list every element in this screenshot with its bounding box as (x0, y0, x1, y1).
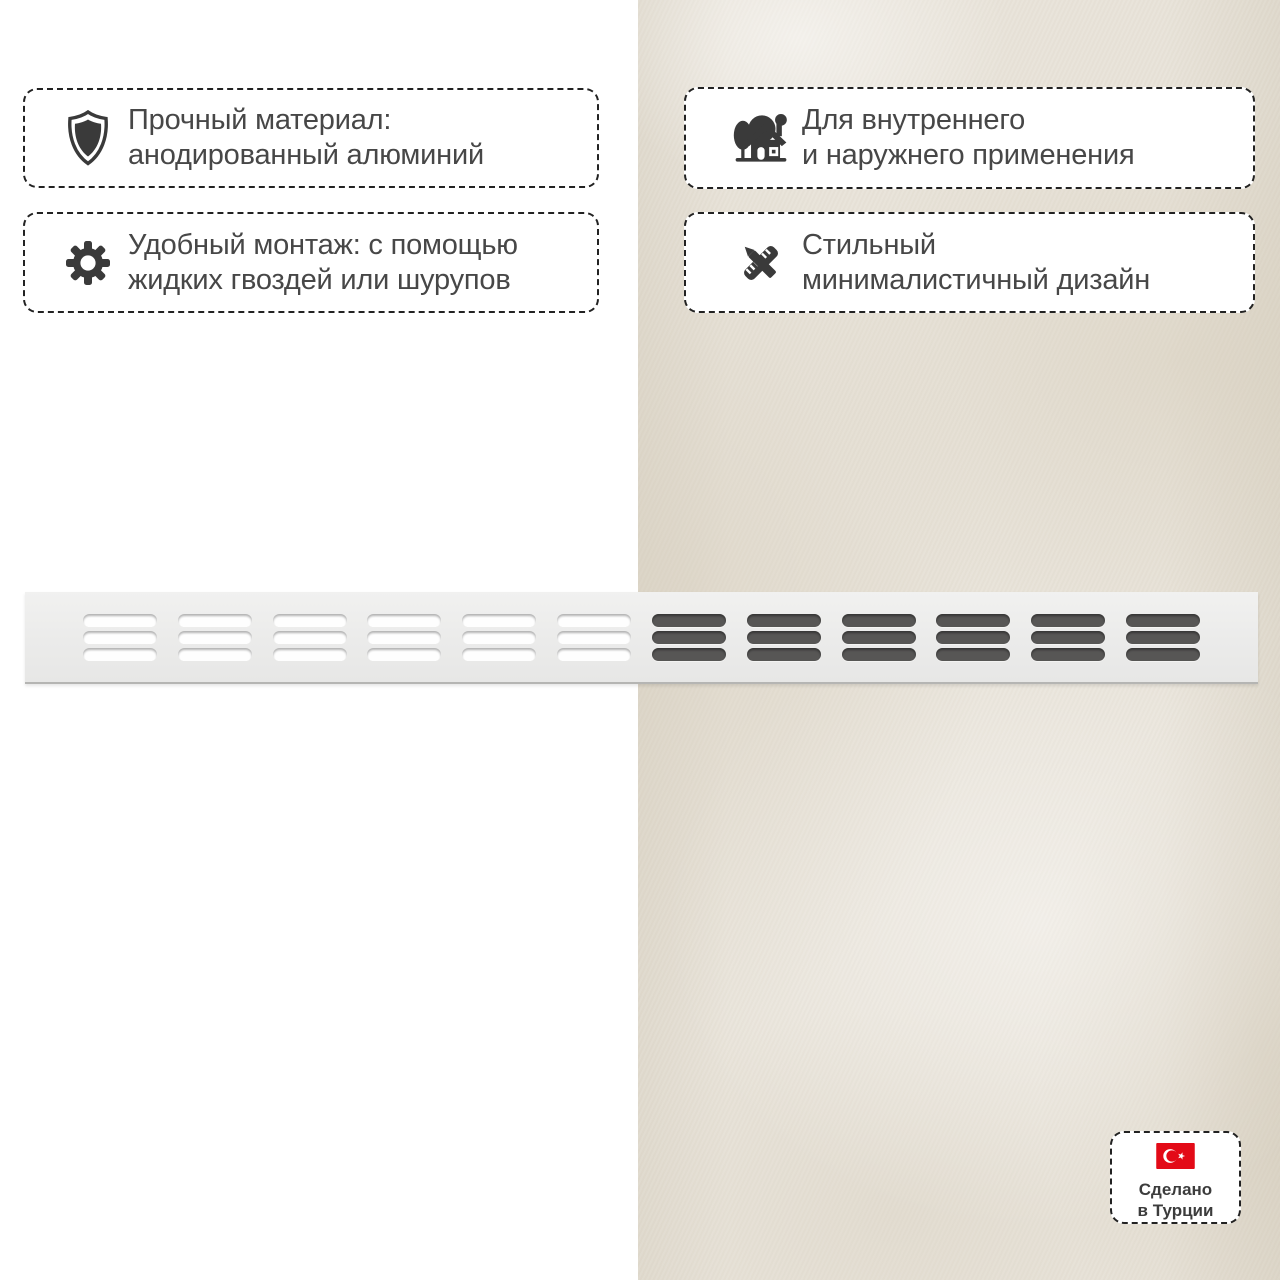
vent-slot (83, 648, 157, 661)
vent-slot (936, 648, 1010, 661)
vent-slot (462, 648, 536, 661)
vent-slot (178, 631, 252, 644)
vent-slot-group (842, 614, 916, 661)
feature-text-mounting (128, 228, 518, 298)
vent-slot (842, 648, 916, 661)
feature-box-material (23, 88, 599, 188)
feature-line: Стильный (802, 228, 936, 261)
vent-slot-group (936, 614, 1010, 661)
feature-text-usage (802, 103, 1134, 173)
vent-slot (1031, 614, 1105, 627)
feature-line: анодированный алюминий (128, 139, 484, 171)
vent-slot (652, 631, 726, 644)
vent-slot (367, 648, 441, 661)
vent-slot-group (747, 614, 821, 661)
vent-slot (273, 614, 347, 627)
house-outdoor-icon (732, 109, 790, 167)
feature-text-design (802, 228, 1150, 298)
vent-slot (842, 631, 916, 644)
vent-slot (178, 648, 252, 661)
made-in-line: Сделано (1138, 1180, 1213, 1199)
vent-slot (936, 614, 1010, 627)
made-in-line: в Турции (1137, 1201, 1214, 1220)
vent-slot-group (557, 614, 631, 661)
vent-slot-group (178, 614, 252, 661)
feature-line: Для внутреннего (802, 104, 1026, 136)
vent-slot-group (1126, 614, 1200, 661)
vent-slot (83, 614, 157, 627)
vent-slot-group (273, 614, 347, 661)
feature-box-usage (684, 87, 1255, 189)
feature-box-mounting (23, 212, 599, 313)
vent-slot (652, 648, 726, 661)
shield-icon (63, 110, 113, 166)
gear-icon (63, 239, 113, 287)
vent-slot-group (462, 614, 536, 661)
vent-slot (367, 631, 441, 644)
vent-slot (1031, 648, 1105, 661)
vent-slot (1126, 648, 1200, 661)
vent-slot (178, 614, 252, 627)
feature-text-material (128, 103, 484, 173)
vent-slot (462, 631, 536, 644)
vent-slot (1126, 614, 1200, 627)
feature-line: и наружнего применения (802, 139, 1135, 171)
vent-slot (747, 648, 821, 661)
feature-line: Прочный материал: (128, 104, 392, 136)
vent-slot (652, 614, 726, 627)
feature-line: минималистичный дизайн (802, 263, 1151, 296)
made-in-label (1138, 1179, 1214, 1221)
vent-grille-strip (25, 592, 1258, 684)
vent-slot-group (83, 614, 157, 661)
vent-slot (747, 614, 821, 627)
feature-line: Удобный монтаж: с помощью (128, 228, 518, 261)
vent-slot (557, 614, 631, 627)
vent-slot (83, 631, 157, 644)
feature-line: жидких гвоздей или шурупов (128, 263, 511, 296)
vent-slot (936, 631, 1010, 644)
made-in-turkey-badge (1110, 1131, 1241, 1224)
vent-slot-group (1031, 614, 1105, 661)
pencil-ruler-icon (732, 237, 790, 289)
vent-slot-group (652, 614, 726, 661)
turkey-flag-icon (1156, 1143, 1195, 1174)
vent-slot-group (367, 614, 441, 661)
vent-slot (1031, 631, 1105, 644)
vent-slot (367, 614, 441, 627)
vent-slot (1126, 631, 1200, 644)
vent-slot (747, 631, 821, 644)
vent-slot (557, 648, 631, 661)
feature-box-design (684, 212, 1255, 313)
vent-slot (842, 614, 916, 627)
vent-slot (273, 631, 347, 644)
vent-slot (462, 614, 536, 627)
vent-slot (557, 631, 631, 644)
vent-slot (273, 648, 347, 661)
